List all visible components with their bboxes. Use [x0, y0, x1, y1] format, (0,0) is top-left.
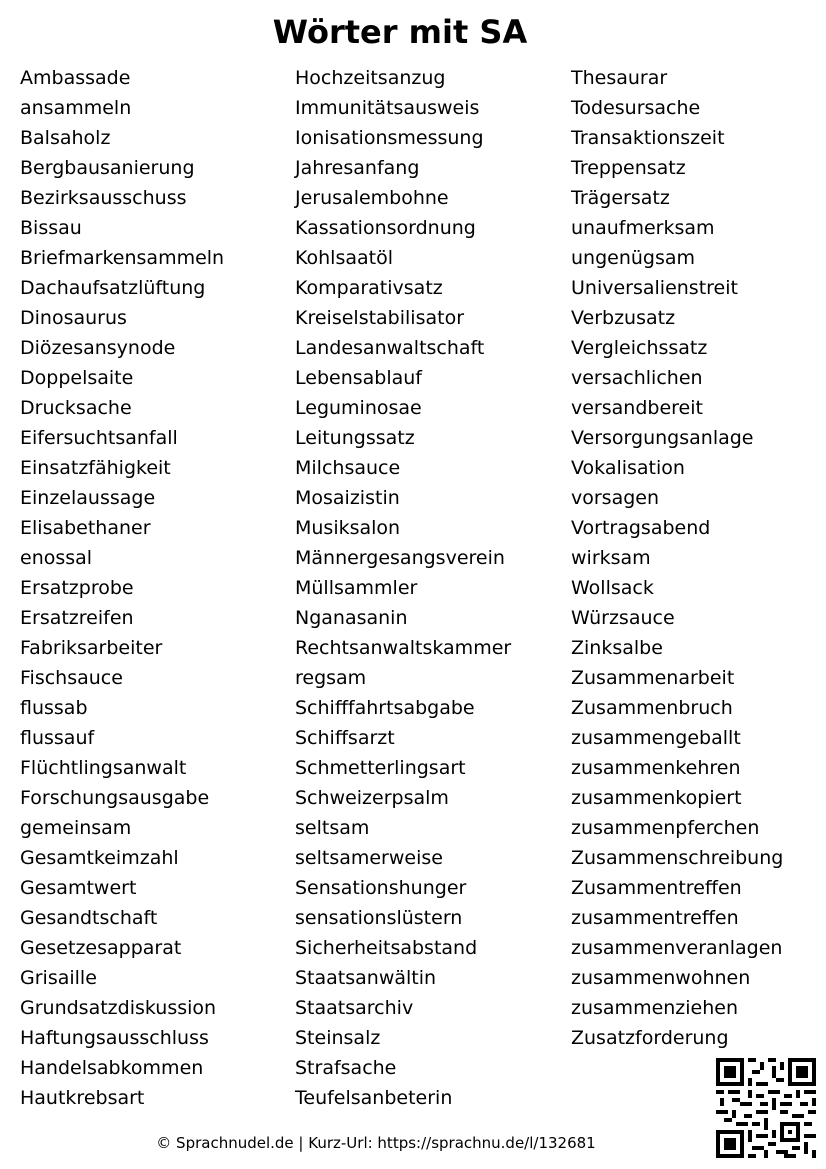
word-item: flussab: [20, 697, 88, 719]
footer-credit: © Sprachnudel.de | Kurz-Url: https://sprachnu.de/l/132681: [156, 1134, 596, 1152]
word-item: Komparativsatz: [295, 277, 443, 299]
word-item: Musiksalon: [295, 517, 401, 539]
word-item: Bezirksausschuss: [20, 187, 187, 209]
word-item: zusammenveranlagen: [571, 937, 783, 959]
word-item: Vergleichssatz: [571, 337, 708, 359]
word-item: Dachaufsatzlüftung: [20, 277, 206, 299]
word-item: Landesanwaltschaft: [295, 337, 485, 359]
word-item: Gesamtwert: [20, 877, 137, 899]
word-item: Haftungsausschluss: [20, 1027, 209, 1049]
word-item: Steinsalz: [295, 1027, 381, 1049]
word-item: Nganasanin: [295, 607, 408, 629]
word-item: Kreiselstabilisator: [295, 307, 465, 329]
word-item: Gesandtschaft: [20, 907, 158, 929]
word-item: Schiffsarzt: [295, 727, 395, 749]
word-item: ungenügsam: [571, 247, 696, 269]
word-item: Diözesansynode: [20, 337, 176, 359]
word-item: Briefmarkensammeln: [20, 247, 225, 269]
word-item: Zusammenbruch: [571, 697, 733, 719]
word-item: Teufelsanbeterin: [295, 1087, 453, 1109]
word-item: Staatsanwältin: [295, 967, 437, 989]
word-item: Kohlsaatöl: [295, 247, 393, 269]
word-item: Jahresanfang: [295, 157, 420, 179]
word-item: enossal: [20, 547, 93, 569]
word-item: Sensationshunger: [295, 877, 467, 899]
word-item: unaufmerksam: [571, 217, 715, 239]
word-item: Leguminosae: [295, 397, 422, 419]
word-item: flussauf: [20, 727, 95, 749]
word-item: Grisaille: [20, 967, 97, 989]
word-item: Jerusalembohne: [295, 187, 449, 209]
word-item: Fischsauce: [20, 667, 123, 689]
word-item: Hochzeitsanzug: [295, 67, 446, 89]
word-item: Rechtsanwaltskammer: [295, 637, 512, 659]
word-item: Ersatzreifen: [20, 607, 134, 629]
word-item: Universalienstreit: [571, 277, 738, 299]
word-item: vorsagen: [571, 487, 660, 509]
word-item: zusammenkopiert: [571, 787, 742, 809]
word-item: zusammentreffen: [571, 907, 739, 929]
word-item: Balsaholz: [20, 127, 111, 149]
word-item: Kassationsordnung: [295, 217, 476, 239]
word-item: seltsam: [295, 817, 370, 839]
word-item: Thesaurar: [571, 67, 668, 89]
word-item: Verbzusatz: [571, 307, 676, 329]
word-item: Mosaizistin: [295, 487, 400, 509]
word-item: Einzelaussage: [20, 487, 156, 509]
word-item: Vortragsabend: [571, 517, 711, 539]
word-item: Elisabethaner: [20, 517, 151, 539]
word-item: seltsamerweise: [295, 847, 443, 869]
word-item: Zusammenarbeit: [571, 667, 735, 689]
word-item: Schifffahrtsabgabe: [295, 697, 475, 719]
word-column-1: [20, 63, 224, 1113]
word-item: Bergbausanierung: [20, 157, 195, 179]
qr-code-icon: [716, 1058, 816, 1158]
word-item: Todesursache: [571, 97, 701, 119]
word-item: sensationslüstern: [295, 907, 463, 929]
word-item: Doppelsaite: [20, 367, 134, 389]
word-item: Schweizerpsalm: [295, 787, 449, 809]
word-item: Eifersuchtsanfall: [20, 427, 178, 449]
word-item: Leitungssatz: [295, 427, 415, 449]
word-item: Vokalisation: [571, 457, 685, 479]
word-item: zusammenziehen: [571, 997, 739, 1019]
word-item: Flüchtlingsanwalt: [20, 757, 187, 779]
word-item: Ambassade: [20, 67, 131, 89]
word-item: Immunitätsausweis: [295, 97, 480, 119]
word-item: zusammenwohnen: [571, 967, 751, 989]
word-item: Transaktionszeit: [571, 127, 725, 149]
word-item: Hautkrebsart: [20, 1087, 145, 1109]
word-item: Einsatzfähigkeit: [20, 457, 171, 479]
word-item: Müllsammler: [295, 577, 418, 599]
word-item: Handelsabkommen: [20, 1057, 204, 1079]
word-item: Wollsack: [571, 577, 654, 599]
word-item: Staatsarchiv: [295, 997, 414, 1019]
word-item: versandbereit: [571, 397, 703, 419]
word-item: Schmetterlingsart: [295, 757, 466, 779]
word-item: wirksam: [571, 547, 651, 569]
word-item: gemeinsam: [20, 817, 132, 839]
word-item: Lebensablauf: [295, 367, 422, 389]
word-item: Strafsache: [295, 1057, 397, 1079]
word-item: Zusatzforderung: [571, 1027, 729, 1049]
word-item: Ionisationsmessung: [295, 127, 484, 149]
word-item: Sicherheitsabstand: [295, 937, 478, 959]
page-title: Wörter mit SA: [272, 13, 528, 51]
word-item: Bissau: [20, 217, 82, 239]
word-item: Grundsatzdiskussion: [20, 997, 217, 1019]
word-item: Ersatzprobe: [20, 577, 134, 599]
word-item: Milchsauce: [295, 457, 401, 479]
word-column-3: [571, 63, 783, 1053]
word-item: Zusammenschreibung: [571, 847, 784, 869]
word-item: Dinosaurus: [20, 307, 127, 329]
word-item: Fabriksarbeiter: [20, 637, 163, 659]
word-item: ansammeln: [20, 97, 132, 119]
word-item: Gesamtkeimzahl: [20, 847, 179, 869]
word-item: Drucksache: [20, 397, 132, 419]
word-item: Würzsauce: [571, 607, 675, 629]
word-column-2: [295, 63, 511, 1113]
word-item: Versorgungsanlage: [571, 427, 754, 449]
word-item: zusammenkehren: [571, 757, 741, 779]
word-item: Forschungsausgabe: [20, 787, 210, 809]
word-item: Männergesangsverein: [295, 547, 505, 569]
word-item: versachlichen: [571, 367, 703, 389]
word-item: Zinksalbe: [571, 637, 663, 659]
word-item: regsam: [295, 667, 367, 689]
word-item: Zusammentreffen: [571, 877, 742, 899]
word-item: Trägersatz: [571, 187, 670, 209]
word-item: zusammengeballt: [571, 727, 741, 749]
word-item: Gesetzesapparat: [20, 937, 182, 959]
word-item: Treppensatz: [571, 157, 686, 179]
word-item: zusammenpferchen: [571, 817, 760, 839]
